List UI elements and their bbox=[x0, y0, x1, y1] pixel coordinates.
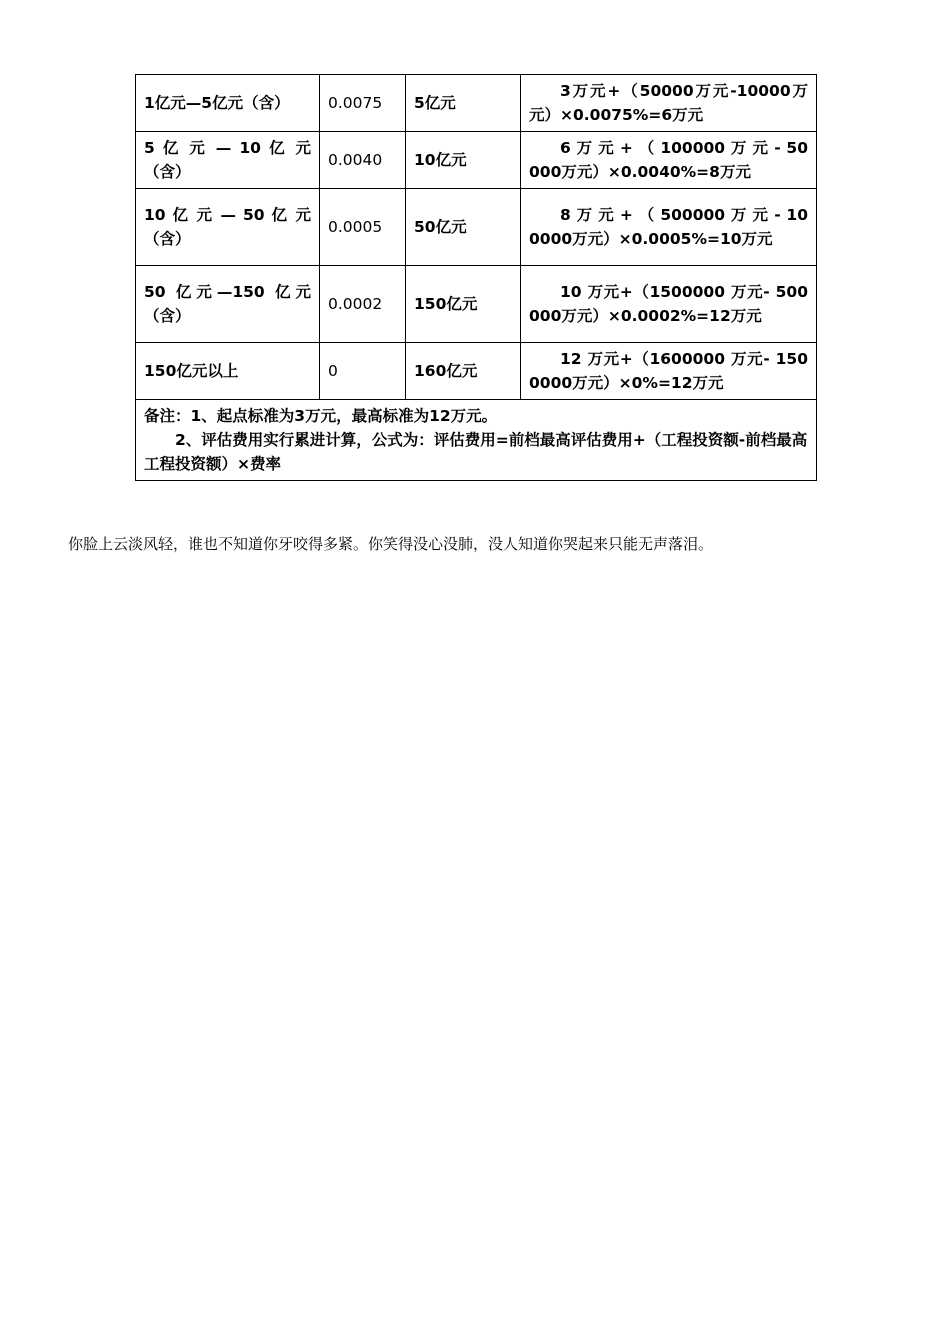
range-cell: 150亿元以上 bbox=[136, 343, 320, 400]
formula-cell: 8 万 元 + （ 500000 万 元 - 100000万元）×0.0005%=10万元 bbox=[521, 189, 817, 266]
table-row bbox=[136, 189, 817, 266]
rate-cell: 0 bbox=[320, 343, 406, 400]
rate-cell: 0.0040 bbox=[320, 132, 406, 189]
range-cell: 10 亿 元 — 50 亿 元（含） bbox=[136, 189, 320, 266]
rate-cell: 0.0005 bbox=[320, 189, 406, 266]
notes-cell bbox=[136, 400, 817, 481]
table-row bbox=[136, 343, 817, 400]
example-cell: 150亿元 bbox=[406, 266, 521, 343]
fee-table bbox=[135, 74, 817, 481]
example-cell: 10亿元 bbox=[406, 132, 521, 189]
formula-cell: 3万元+（50000万元-10000万元）×0.0075%=6万元 bbox=[521, 75, 817, 132]
formula-cell: 12 万元+（1600000 万元- 1500000万元）×0%=12万元 bbox=[521, 343, 817, 400]
table-row bbox=[136, 266, 817, 343]
notes-line-1: 备注：1、起点标准为3万元，最高标准为12万元。 bbox=[144, 407, 498, 425]
rate-cell: 0.0075 bbox=[320, 75, 406, 132]
formula-cell: 10 万元+（1500000 万元- 500000万元）×0.0002%=12万元 bbox=[521, 266, 817, 343]
body-paragraph: 你脸上云淡风轻，谁也不知道你牙咬得多紧。你笑得没心没肺，没人知道你哭起来只能无声落泪。 bbox=[68, 535, 714, 553]
table-row bbox=[136, 75, 817, 132]
formula-cell: 6 万 元 + （ 100000 万 元 - 50000万元）×0.0040%=8万元 bbox=[521, 132, 817, 189]
example-cell: 50亿元 bbox=[406, 189, 521, 266]
range-cell: 5 亿 元 — 10 亿 元（含） bbox=[136, 132, 320, 189]
example-cell: 160亿元 bbox=[406, 343, 521, 400]
notes-row bbox=[136, 400, 817, 481]
range-cell: 50 亿元—150 亿元（含） bbox=[136, 266, 320, 343]
range-cell: 1亿元—5亿元（含） bbox=[136, 75, 320, 132]
table-row bbox=[136, 132, 817, 189]
rate-cell: 0.0002 bbox=[320, 266, 406, 343]
example-cell: 5亿元 bbox=[406, 75, 521, 132]
notes-line-2: 2、评估费用实行累进计算，公式为：评估费用=前档最高评估费用+（工程投资额-前档最高工程投资额）×费率 bbox=[144, 431, 808, 473]
